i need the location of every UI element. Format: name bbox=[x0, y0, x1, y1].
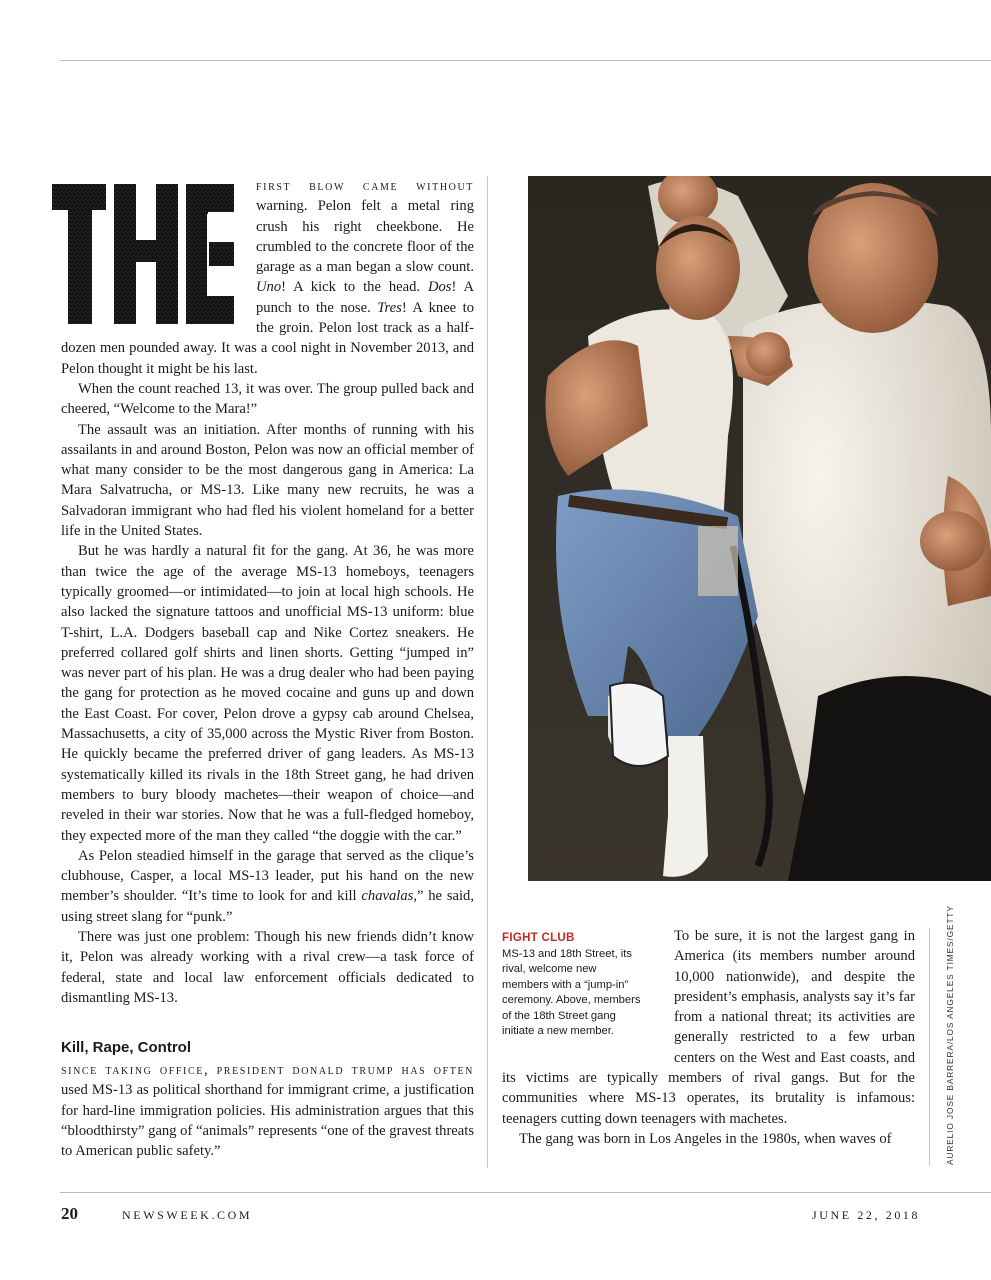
paragraph-2: When the count reached 13, it was over. The group pulled back and cheered, “Welcome to the Mara!” bbox=[61, 380, 474, 418]
p7-text: used MS-13 as political shorthand for immigrant crime, a justification for hard-line immigration policies. His administration argues that this “bloodthirsty” gang of “animals” represents “one of the gravest threats to American public safety.” bbox=[61, 1082, 474, 1160]
lead-dos: Dos bbox=[427, 279, 452, 296]
p5-text-a: As Pelon steadied himself in the garage that served as the clique’s clubhouse, Casper, a local MS-13 leader, put his hand on the new member’s shoulder. “It’s time to look for and kill bbox=[61, 847, 474, 905]
footer-date: JUNE 22, 2018 bbox=[812, 1208, 921, 1222]
article-column-left bbox=[61, 176, 474, 1162]
credit-rule bbox=[929, 928, 930, 1166]
paragraph-9: The gang was born in Los Angeles in the 1980s, when waves of bbox=[519, 1130, 892, 1147]
paragraph-8: To be sure, it is not the largest gang in America (its members number around 10,000 nationwide), and despite the president’s emphasis, analysts say it’s far from a national threat; its activities are generally restricted to a few urban centers on the West and East coasts, and its victims are typically members of rival gangs. But for the communities where MS-13 operates, its brutality is infamous: teenagers cutting down teenagers with machetes. bbox=[502, 928, 915, 1127]
p7-smallcaps: since taking office, president donald trump has often bbox=[61, 1062, 474, 1079]
top-rule bbox=[60, 60, 991, 61]
paragraph-4: But he was hardly a natural fit for the gang. At 36, he was more than twice the age of the average MS-13 homeboys, teenagers typically groomed—or intimidated—to join at local high schools. He also lacked the signature tattoos and unofficial MS-13 uniform: blue T-shirt, L.A. Dodgers baseball cap and Nike Cortez sneakers. He preferred collared golf shirts and linen shorts. Getting “jumped in” was never part of his plan. He was a drug dealer who had been paying the gang for protection as he moved cocaine and guns up and down the East Coast. For cover, Pelon drove a gypsy cab around Chelsea, Massachusetts, a city of 35,000 across the Mystic River from Boston. He quickly became the preferred driver of gang leaders. As MS-13 systematically killed its rivals in the 18th Street gang, he had driven members to bury bloody machetes—their weapon of choice—and reveled in their war stories. Now that he was a full-fledged homeboy, they expected more of the man they called “the doggie with the car.” bbox=[61, 543, 474, 844]
p5-text-b: ,” he said, using street slang for “punk.” bbox=[61, 888, 474, 925]
lead-smallcaps: first blow came without bbox=[256, 178, 474, 194]
paragraph-7 bbox=[61, 1060, 474, 1161]
footer-site: NEWSWEEK.COM bbox=[122, 1208, 253, 1222]
caption-body: MS-13 and 18th Street, its rival, welcome new members with a “jump-in” ceremony. Above, members of the 18th Street gang initiate a new member. bbox=[502, 947, 641, 1037]
article-column-right bbox=[502, 926, 915, 1149]
bottom-rule bbox=[60, 1192, 991, 1193]
paragraph-6: There was just one problem: Though his new friends didn’t know it, Pelon was already working with a rival crew—a task force of federal, state and local law enforcement officials dedicated to dismantling MS-13. bbox=[61, 928, 474, 1006]
photo-credit: AURELIO JOSE BARRERA/LOS ANGELES TIMES/GETTY bbox=[945, 905, 955, 1165]
page-number: 20 bbox=[61, 1204, 78, 1223]
lead-uno: Uno bbox=[256, 279, 282, 296]
column-divider bbox=[487, 176, 488, 1168]
lead-after-uno: ! A kick to the head. bbox=[281, 279, 428, 296]
paragraph-3: The assault was an initiation. After months of running with his assailants in and around Boston, Pelon was now an official member of what many consider to be the most dangerous gang in America: La Mara Salvatrucha, or MS-13. Like many new recruits, he was a Salvadoran immigrant who had fled his violent homeland for a better life in the United States. bbox=[61, 421, 474, 540]
photo-illustration bbox=[528, 176, 991, 881]
subhead: Kill, Rape, Control bbox=[61, 1039, 192, 1057]
lead-text: warning. Pelon felt a metal ring crush his right cheekbone. He crumbled to the concrete floor of the garage as a man began a slow count. bbox=[256, 198, 474, 276]
lead-after-dos: ! A punch to the nose. bbox=[256, 279, 474, 316]
lead-tres: Tres bbox=[377, 299, 402, 316]
caption-title: FIGHT CLUB bbox=[502, 932, 575, 944]
paragraph-5 bbox=[61, 846, 474, 927]
article-photo bbox=[528, 176, 991, 881]
lead-after-tres: ! A knee to the groin. Pelon lost track as a half-dozen men pounded away. It was a cool night in November 2013, and Pelon thought it might be his last. bbox=[61, 299, 474, 377]
p5-emphasis: chavalas bbox=[361, 888, 414, 905]
